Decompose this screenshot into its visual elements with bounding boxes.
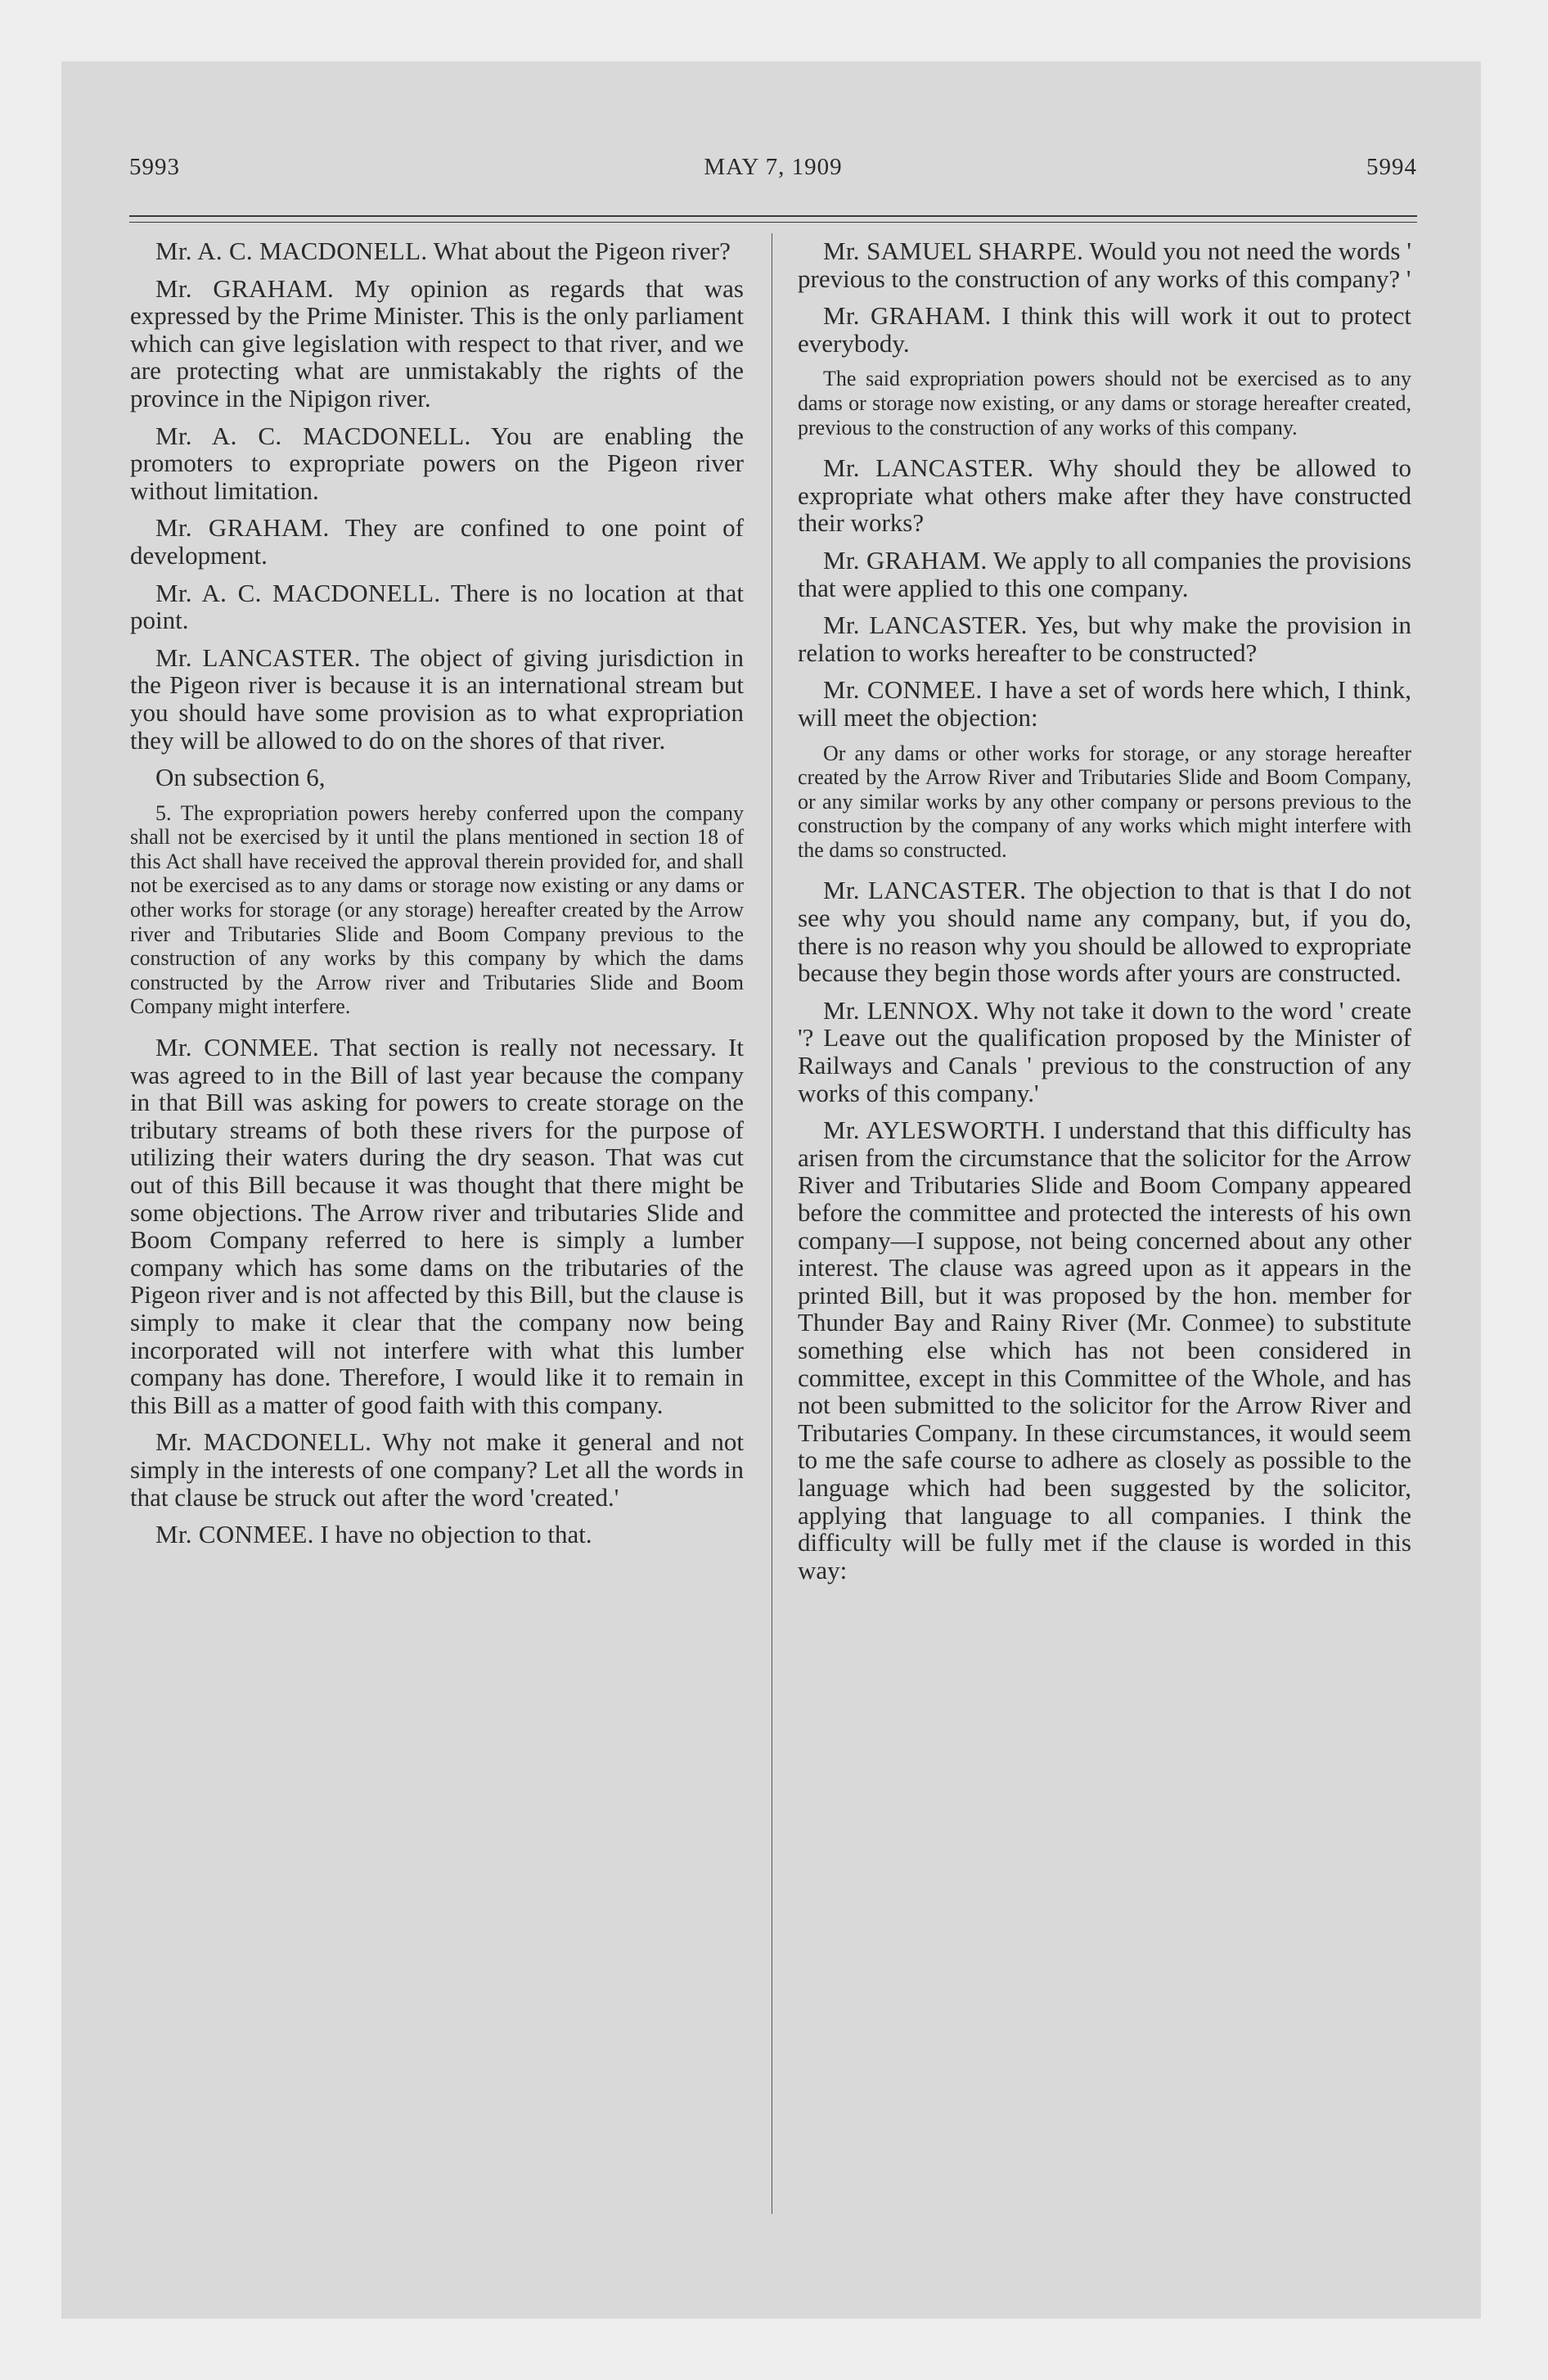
left-column — [130, 237, 744, 1558]
paragraph — [798, 547, 1411, 602]
quoted-clause: 5. The expropriation powers hereby conferred upon the company shall not be exercised by it until the plans mentioned in section 18 of this Act shall have received the approval therein provided for, and shall not be exercised as to any dams or storage now existing or any dams or other works for storage (or any storage) hereafter created by the Arrow river and Tributaries Slide and Boom Company previous to the construction of any works by this company by which the dams constructed by the Arrow river and Tributaries Slide and Boom Company might interfere. — [130, 800, 744, 1019]
speech-text: I understand that this difficulty has arisen from the circumstance that the solicitor for the Arrow River and Tributaries Slide and Boom Company appeared before the committee and protected the interests of his own company—I suppose, not being concerned about any other interest. The clause was agreed upon as it appears in the printed Bill, but it was proposed by the hon. member for Thunder Bay and Rainy River (Mr. Conmee) to substitute something else which has not been considered in committee, except in this Committee of the Whole, and has not been submitted to the solicitor for the Arrow River and Tributaries Company. In these circumstances, it would seem to me the safe course to adhere as closely as possible to the language which had been suggested by the solicitor, applying that language to all companies. I think the difficulty will be fully met if the clause is worded in this way: — [798, 1116, 1412, 1584]
speaker-name: Mr. A. C. MACDONELL. — [155, 237, 428, 265]
speaker-name: Mr. CONMEE. — [155, 1033, 319, 1062]
speech-text: Yes, but why make the provision in relation to works hereafter to be constructed? — [798, 611, 1411, 667]
paragraph — [130, 514, 744, 569]
paragraph — [798, 611, 1411, 666]
speech-text: There is no location at that point. — [130, 578, 744, 635]
paragraph — [130, 644, 744, 754]
scanned-page — [61, 61, 1481, 2319]
speech-text: The object of giving jurisdiction in the Pigeon river is because it is an international stream but you should have some provision as to what expropriation they will be allowed to do on the shores of that river. — [130, 642, 744, 755]
speech-text: I have no objection to that. — [320, 1520, 592, 1549]
paragraph — [130, 579, 744, 634]
speech-text: Why not make it general and not simply in the interests of one company? Let all the words in that clause be struck out after the word 'created.' — [130, 1427, 744, 1512]
speech-text: Why not take it down to the word ' create '? Leave out the qualification proposed by the Minister of Railways and Canals ' previous to the construction of any works of this company.' — [798, 995, 1411, 1107]
paragraph — [130, 1428, 744, 1511]
speaker-name: Mr. LANCASTER. — [823, 453, 1034, 483]
right-column — [798, 237, 1411, 1593]
speech-text: Would you not need the words ' previous to the construction of any works of this company? ' — [798, 237, 1411, 293]
speech-text: I think this will work it out to protect everybody. — [798, 301, 1411, 358]
speaker-name: Mr. GRAHAM. — [155, 273, 335, 303]
speaker-name: Mr. SAMUEL SHARPE. — [823, 237, 1084, 265]
left-page-number: 5993 — [129, 154, 180, 180]
right-page-number: 5994 — [1366, 154, 1417, 180]
quoted-clause: Or any dams or other works for storage, or any storage hereafter created by the Arrow River and Tributaries Slide and Boom Company, or any similar works by any other company or persons previous to the construction by the company of any works which might interfere with the dams so constructed. — [798, 741, 1411, 862]
quoted-clause: The said expropriation powers should not be exercised as to any dams or storage now existing, or any dams or storage hereafter created, previous to the construction of any works of this company. — [798, 367, 1411, 439]
speech-text: You are enabling the promoters to expropriate powers on the Pigeon river without limitation. — [130, 421, 744, 505]
speaker-name: Mr. CONMEE. — [155, 1520, 314, 1549]
speech-text: That section is really not necessary. It was agreed to in the Bill of last year because the company in that Bill was asking for powers to create storage on the tributary streams of both these rivers for the purpose of utilizing their waters during the dry season. That was cut out of this Bill because it was thought that there might be some objections. The Arrow river and tributaries Slide and Boom Company referred to here is simply a lumber company which has some dams on the tributaries of the Pigeon river and is not affected by this Bill, but the clause is simply to make it clear that the company now being incorporated will not interfere with what this lumber company has done. Therefore, I would like it to remain in this Bill as a matter of good faith with this company. — [130, 1033, 744, 1419]
header-date: MAY 7, 1909 — [704, 154, 843, 180]
paragraph — [130, 422, 744, 505]
speaker-name: Mr. GRAHAM. — [823, 545, 988, 575]
paragraph — [130, 275, 744, 412]
speaker-name: Mr. A. C. MACDONELL. — [155, 421, 471, 450]
speech-text: Why should they be allowed to expropriate what others make after they have constructed their works? — [798, 453, 1411, 538]
paragraph — [130, 237, 744, 265]
paragraph — [798, 877, 1411, 986]
speaker-name: Mr. A. C. MACDONELL. — [155, 578, 441, 607]
paragraph — [798, 237, 1411, 292]
paragraph — [130, 1034, 744, 1418]
speaker-name: Mr. LANCASTER. — [823, 611, 1028, 640]
paragraph — [798, 454, 1411, 537]
speaker-name: Mr. GRAHAM. — [823, 301, 992, 331]
speaker-name: Mr. MACDONELL. — [155, 1427, 372, 1457]
paragraph — [798, 1116, 1411, 1584]
paragraph — [130, 764, 744, 791]
speaker-name: Mr. GRAHAM. — [155, 513, 330, 543]
paragraph — [798, 676, 1411, 731]
speech-text: The objection to that is that I do not see why you should name any company, but, if you do, there is no reason why you should be allowed to expropriate because they begin those words after yours are constructed. — [798, 876, 1411, 988]
paragraph — [798, 997, 1411, 1107]
speaker-name: Mr. LENNOX. — [823, 995, 979, 1025]
speaker-name: Mr. LANCASTER. — [155, 642, 361, 672]
paragraph — [130, 1521, 744, 1548]
speaker-name: Mr. AYLESWORTH. — [823, 1116, 1046, 1145]
paragraph — [798, 302, 1411, 357]
speech-text: I have a set of words here which, I think, will meet the objection: — [798, 675, 1411, 732]
speech-text: My opinion as regards that was expressed by the Prime Minister. This is the only parliament which can give legislation with respect to that river, and we are protecting what are unmistakably the rights of the province in the Nipigon river. — [130, 273, 744, 412]
header-rule — [129, 215, 1417, 223]
speech-text: They are confined to one point of development. — [130, 513, 744, 570]
speech-text: We apply to all companies the provisions that were applied to this one company. — [798, 545, 1411, 602]
speaker-name: Mr. CONMEE. — [823, 675, 983, 705]
speech-text: On subsection 6, — [155, 763, 326, 792]
page-header — [129, 154, 1417, 192]
speech-text: What about the Pigeon river? — [433, 237, 731, 265]
speaker-name: Mr. LANCASTER. — [823, 876, 1027, 905]
